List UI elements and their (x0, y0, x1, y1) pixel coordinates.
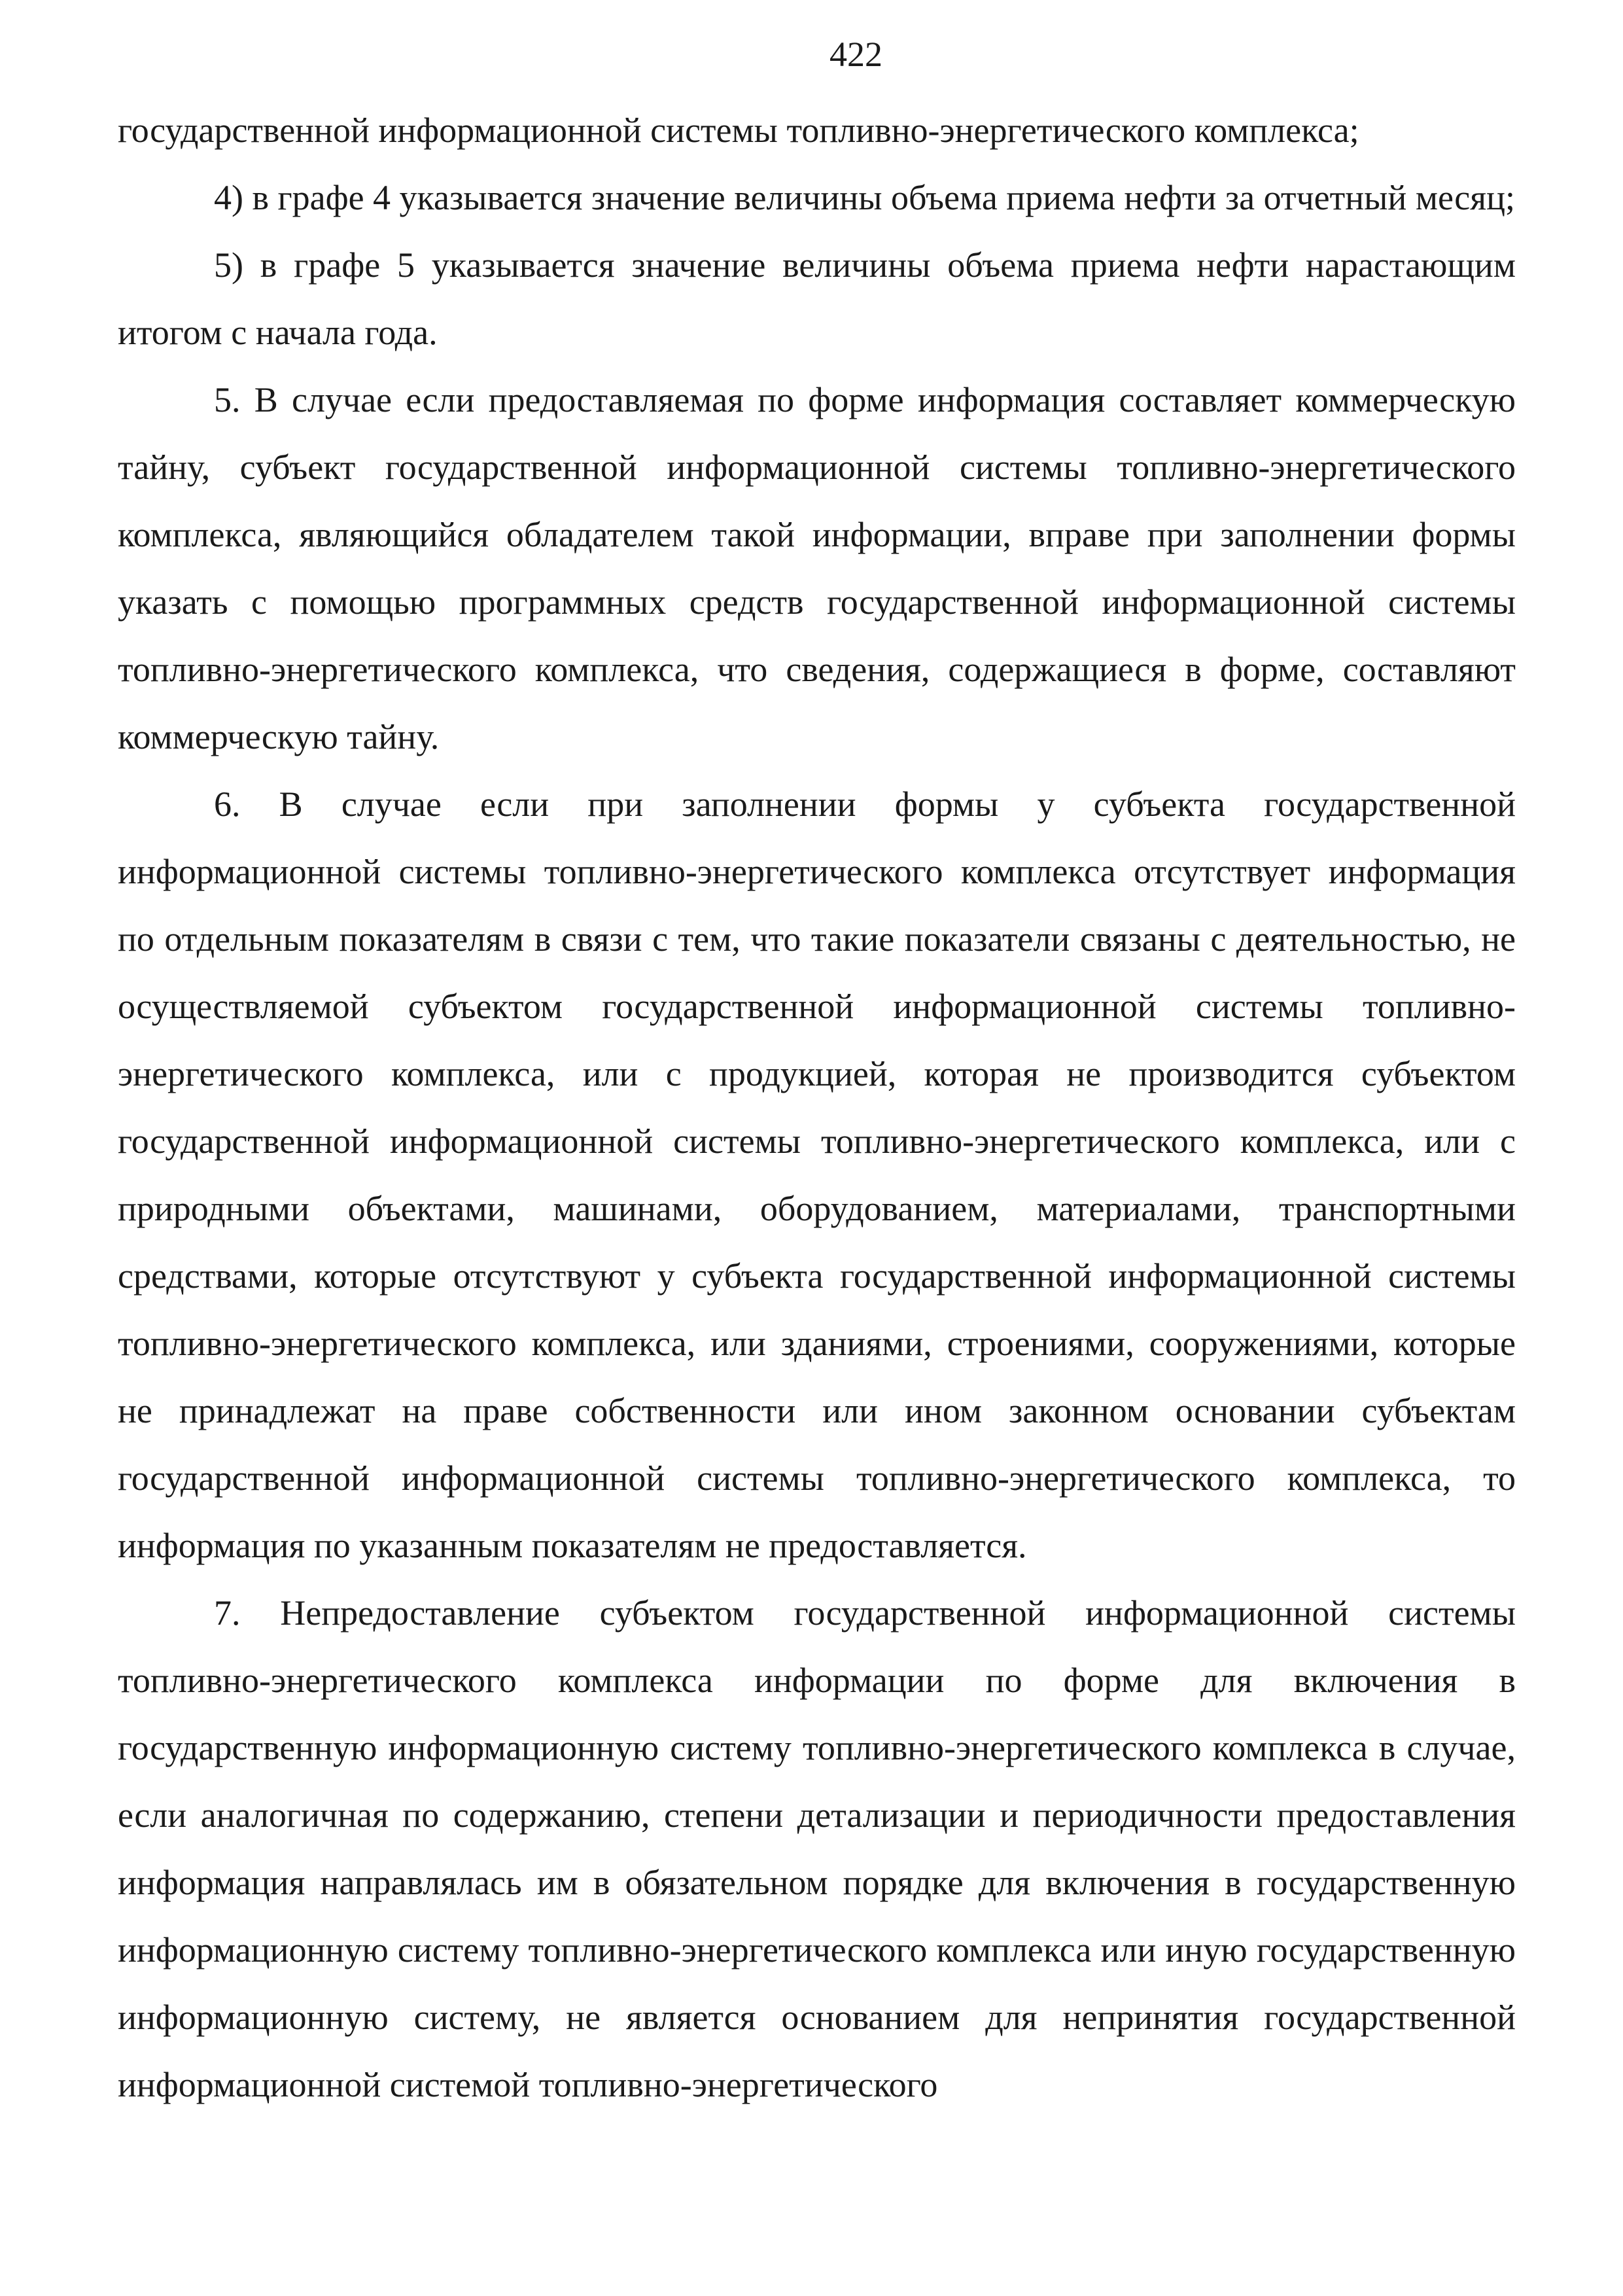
page-number: 422 (829, 35, 882, 74)
document-page (118, 31, 1516, 2269)
paragraph-clause-7: 7. Непредоставление субъектом государственной информационной системы топливно-энергетического комплекса информации по форме для включения в государственную информационную систему топливно-энергетического комплекса в случае, если аналогичная по содержанию, степени детализации и периодичности предоставления информация направлялась им в обязательном порядке для включения в государственную информационную систему топливно-энергетического комплекса или иную государственную информационную систему, не является основанием для непринятия государственной информационной системой топливно-энергетического (118, 1593, 1516, 2104)
paragraph-item-4: 4) в графе 4 указывается значение величины объема приема нефти за отчетный месяц; (214, 178, 1516, 217)
paragraph-clause-5: 5. В случае если предоставляемая по форме информация составляет коммерческую тайну, субъект государственной информационной системы топливно-энергетического комплекса, являющийся обладателем такой информации, вправе при заполнении формы указать с помощью программных средств государственной информационной системы топливно-энергетического комплекса, что сведения, содержащиеся в форме, составляют коммерческую тайну. (118, 380, 1516, 756)
paragraph-clause-6: 6. В случае если при заполнении формы у субъекта государственной информационной системы топливно-энергетического комплекса отсутствует информация по отдельным показателям в связи с тем, что такие показатели связаны с деятельностью, не осуществляемой субъектом государственной информационной системы топливно-энергетического комплекса, или с продукцией, которая не производится субъектом государственной информационной системы топливно-энергетического комплекса, или с природными объектами, машинами, оборудованием, материалами, транспортными средствами, которые отсутствуют у субъекта государственной информационной системы топливно-энергетического комплекса, или зданиями, строениями, сооружениями, которые не принадлежат на праве собственности или ином законном основании субъектам государственной информационной системы топливно-энергетического комплекса, то информация по указанным показателям не предоставляется. (118, 785, 1516, 1565)
paragraph-continuation: государственной информационной системы топливно-энергетического комплекса; (118, 111, 1359, 150)
paragraph-item-5: 5) в графе 5 указывается значение величины объема приема нефти нарастающим итогом с начала года. (118, 245, 1516, 352)
